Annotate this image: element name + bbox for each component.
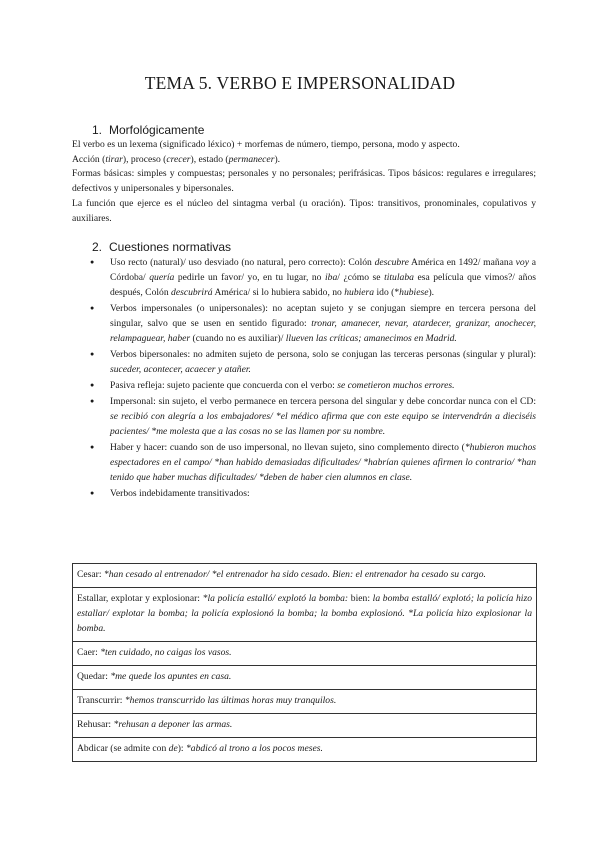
- page-title: TEMA 5. VERBO E IMPERSONALIDAD: [144, 73, 456, 93]
- text-run: Rehusar:: [77, 719, 114, 730]
- text-run: Verbos bipersonales: no admiten sujeto de persona, solo se conjugan las terceras personas (singular y plural):: [110, 349, 536, 360]
- text-run: ), estado (: [190, 154, 229, 165]
- table-row: [73, 564, 537, 588]
- italic-text-run: se cometieron muchos errores.: [337, 380, 455, 391]
- table-cell-abdicar: [73, 738, 537, 762]
- text-run: / ¿cómo se: [337, 272, 385, 283]
- bullet-verbos-bipersonales: [90, 347, 536, 377]
- italic-text-run: se recibió con alegría a los embajadores/ *el médico afirma que con este equipo se intervendrán a dieciséis pacientes/ *me molesta que a las cosas no se las llamen por su nombre.: [110, 411, 536, 437]
- text-run: América/ si lo hubiera sabido, no: [212, 287, 345, 298]
- normative-bullet-list: [90, 255, 536, 502]
- italic-text-run: la bomba estalló/ explotó; la policía hizo estallar/ explotar la bomba; la policía explosionó la bomba; la bomba explosionó. *La policía hizo explosionar la bomba.: [77, 593, 533, 634]
- italic-text-run: *la policía estalló/ explotó la bomba:: [202, 593, 349, 604]
- italic-text-run: hubiera: [344, 287, 375, 298]
- text-run: Estallar, explotar y explosionar:: [77, 593, 203, 604]
- text-run: Acción (: [72, 154, 106, 165]
- table-cell-rehusar: [73, 714, 537, 738]
- text-run: ).: [428, 287, 435, 298]
- italic-text-run: descubrirá: [171, 287, 213, 298]
- table-cell-cesar: [73, 564, 537, 588]
- italic-text-run: titulaba: [384, 272, 414, 283]
- table-row: [73, 588, 537, 642]
- table-row: [73, 714, 537, 738]
- section-2-title: Cuestiones normativas: [109, 240, 232, 254]
- bullet-uso-recto: [90, 255, 536, 300]
- italic-text-run: *hemos transcurrido las últimas horas muy tranquilos.: [124, 695, 337, 706]
- italic-text-run: descubre: [374, 257, 409, 268]
- text-run: Transcurrir:: [77, 695, 125, 706]
- text-run: Caer:: [77, 647, 101, 658]
- italic-text-run: permanecer: [228, 154, 275, 165]
- italic-text-run: tronar, amanecer, nevar, atardecer, granizar, anochecer, relampaguear, haber: [110, 318, 536, 344]
- section-1-paragraph-function: La función que ejerce es el núcleo del sintagma verbal (u oración). Tipos: transitivos, pronominales, copulativos y auxiliares.: [72, 198, 536, 224]
- italic-text-run: voy: [515, 257, 529, 268]
- text-run: a Córdoba/: [110, 257, 536, 283]
- section-1-heading: [92, 123, 204, 137]
- text-run: Cesar:: [77, 569, 104, 580]
- text-run: bien:: [348, 593, 373, 604]
- section-1-title: Morfológicamente: [109, 123, 205, 137]
- section-2-heading: [92, 240, 231, 254]
- transitivized-verbs-table: [72, 563, 537, 762]
- text-run: Verbos impersonales (o unipersonales): no aceptan sujeto y se conjugan siempre en tercera persona del singular, salvo que se usen en sentido figurado:: [110, 303, 536, 329]
- table-cell-quedar: [73, 666, 537, 690]
- table-cell-caer: [73, 642, 537, 666]
- text-run: ).: [274, 154, 281, 165]
- text-run: Abdicar (se admite con: [77, 743, 169, 754]
- table-row: [73, 738, 537, 762]
- italic-text-run: *hubieron muchos espectadores en el campo/ *han habido demasiadas dificultades/ *habrían quienes afirmen lo contrario/ *han tenido que haber muchas dificultades/ *deben de haber cien alumnos en clase.: [110, 442, 536, 483]
- italic-text-run: iba: [324, 272, 338, 283]
- section-1-number: 1.: [92, 123, 103, 137]
- italic-text-run: tirar: [105, 154, 123, 165]
- italic-text-run: *ten cuidado, no caigas los vasos.: [100, 647, 232, 658]
- bullet-haber-hacer: [90, 440, 536, 485]
- text-run: Impersonal: sin sujeto, el verbo permanece en tercera persona del singular y debe concordar nunca con el CD:: [110, 396, 536, 407]
- italic-text-run: *han cesado al entrenador/ *el entrenador ha sido cesado. Bien: el entrenador ha cesado su cargo.: [103, 569, 486, 580]
- bullet-verbos-transitivados: [90, 486, 536, 501]
- italic-text-run: de: [168, 743, 178, 754]
- italic-text-run: suceder, acontecer, acaecer y atañer.: [110, 364, 251, 375]
- bullet-verbos-impersonales: [90, 301, 536, 346]
- text-run: ):: [177, 743, 186, 754]
- table-row: [73, 690, 537, 714]
- table-cell-transcurrir: [73, 690, 537, 714]
- text-run: ido (*: [374, 287, 400, 298]
- text-run: (cuando no es auxiliar)/: [190, 333, 286, 344]
- text-run: Verbos indebidamente transitivados:: [110, 488, 250, 499]
- table-cell-estallar: [73, 588, 537, 642]
- section-2-number: 2.: [92, 240, 103, 254]
- text-run: pedirle un favor/ yo, en tu lugar, no: [174, 272, 325, 283]
- table-row: [73, 642, 537, 666]
- section-1-paragraph-definition: El verbo es un lexema (significado léxico) + morfemas de número, tiempo, persona, modo y aspecto.: [72, 139, 460, 150]
- text-run: Pasiva refleja: sujeto paciente que concuerda con el verbo:: [110, 380, 338, 391]
- text-run: Haber y hacer: cuando son de uso impersonal, no llevan sujeto, sino complemento directo (: [110, 442, 465, 453]
- section-1-paragraph-forms: Formas básicas: simples y compuestas; personales y no personales; perifrásicas. Tipos básicos: regulares e irregulares; defectivos y unipersonales y bipersonales.: [72, 168, 536, 194]
- table-row: [73, 666, 537, 690]
- italic-text-run: *abdicó al trono a los pocos meses.: [185, 743, 323, 754]
- text-run: ), proceso (: [122, 154, 167, 165]
- text-run: Uso recto (natural)/ uso desviado (no natural, pero correcto): Colón: [110, 257, 375, 268]
- italic-text-run: hubiese: [399, 287, 429, 298]
- italic-text-run: *rehusan a deponer las armas.: [113, 719, 233, 730]
- text-run: esa película que vimos?/ años después, Colón: [110, 272, 536, 298]
- bullet-impersonal: [90, 394, 536, 439]
- text-run: Quedar:: [77, 671, 111, 682]
- italic-text-run: crecer: [166, 154, 191, 165]
- italic-text-run: llueven las críticas; amanecimos en Madrid.: [285, 333, 457, 344]
- italic-text-run: quería: [149, 272, 175, 283]
- section-1-paragraph-types: [72, 152, 536, 167]
- text-run: América en 1492/ mañana: [408, 257, 516, 268]
- bullet-pasiva-refleja: [90, 378, 536, 393]
- italic-text-run: *me quede los apuntes en casa.: [110, 671, 232, 682]
